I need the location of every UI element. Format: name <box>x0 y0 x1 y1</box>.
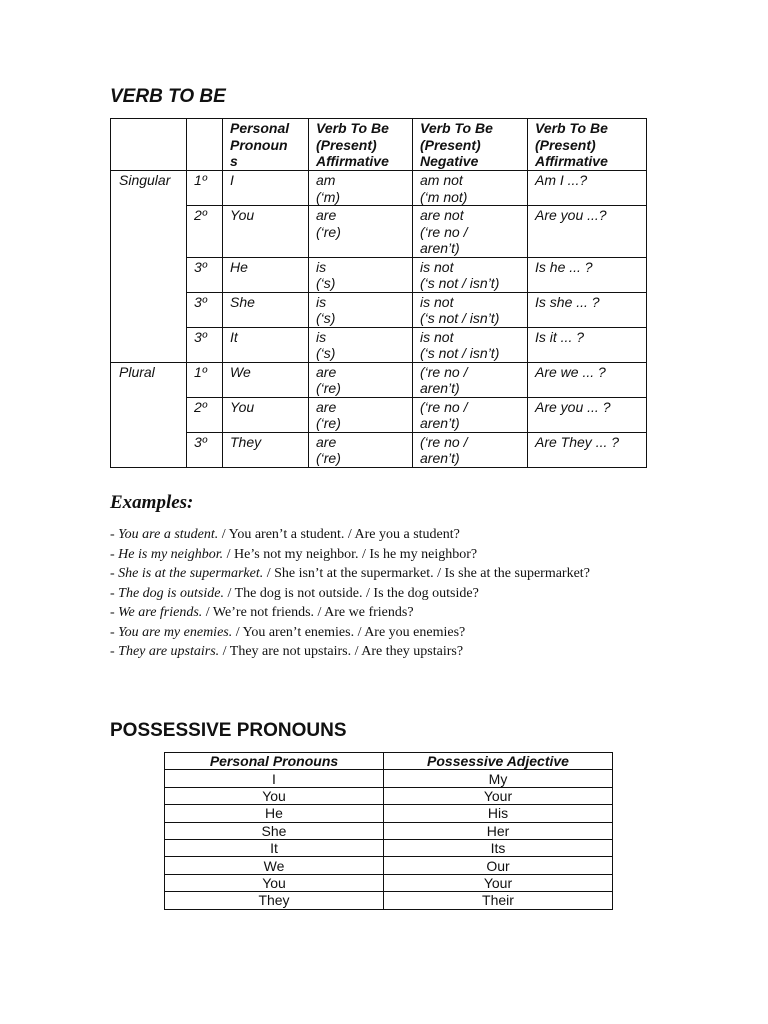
table-row <box>165 857 613 874</box>
header-line: Affirmative <box>316 153 389 169</box>
question-cell: Are They ... ? <box>528 432 647 467</box>
adjective-cell: Its <box>384 839 613 856</box>
example-prefix: - <box>110 644 119 659</box>
table-row <box>111 432 647 467</box>
header-line: Affirmative <box>535 153 608 169</box>
example-affirmative: We are friends. <box>118 605 203 620</box>
cell-line: am <box>316 172 336 188</box>
cell-line: aren’t) <box>420 450 460 466</box>
example-rest: / He’s not my neighbor. / Is he my neighbor? <box>223 546 478 562</box>
table-row <box>165 770 613 787</box>
example-rest: / We’re not friends. / Are we friends? <box>202 605 414 620</box>
example-prefix: - <box>110 624 119 640</box>
pronoun-cell: We <box>165 857 384 874</box>
header-interrogative <box>528 119 647 171</box>
cell-line: (‘re) <box>316 415 341 431</box>
pronoun-cell: You <box>223 206 309 258</box>
cell-line: (‘re no / <box>420 398 468 415</box>
cell-line: are <box>316 398 337 415</box>
person-cell: 2º <box>187 206 223 258</box>
table-row <box>165 822 613 839</box>
group-plural: Plural <box>111 362 187 467</box>
question-cell: Is she ... ? <box>528 292 647 327</box>
verb-table-header-row <box>111 119 647 171</box>
question-cell: Are we ... ? <box>528 362 647 397</box>
negative-cell <box>413 292 528 327</box>
example-prefix: - <box>110 605 119 620</box>
table-row <box>111 292 647 327</box>
pronoun-cell: She <box>165 822 384 839</box>
negative-cell <box>413 206 528 258</box>
example-affirmative: You are a student. <box>118 527 219 542</box>
example-line <box>110 564 610 584</box>
example-prefix: - <box>110 585 119 601</box>
cell-line: (‘s not / isn’t) <box>420 345 500 361</box>
header-cell-person <box>187 119 223 171</box>
cell-line: aren’t) <box>420 240 460 256</box>
pronoun-cell: He <box>165 805 384 822</box>
verb-to-be-title: VERB TO BE <box>110 86 226 107</box>
cell-line: (‘s) <box>316 275 336 291</box>
header-line: Verb To Be <box>316 120 389 136</box>
adjective-cell: Your <box>384 874 613 891</box>
example-prefix: - <box>110 527 119 542</box>
header-personal-pronouns: Personal Pronouns <box>165 753 384 770</box>
example-prefix: - <box>110 546 119 562</box>
table-row <box>111 327 647 362</box>
affirmative-cell <box>309 171 413 206</box>
table-row <box>165 787 613 804</box>
cell-line: (‘s) <box>316 310 336 326</box>
cell-line: is <box>316 258 327 275</box>
cell-line: is not <box>420 293 454 310</box>
question-cell: Are you ...? <box>528 206 647 258</box>
person-cell: 2º <box>187 397 223 432</box>
question-cell: Am I ...? <box>528 171 647 206</box>
possessive-table <box>164 752 613 910</box>
negative-cell <box>413 171 528 206</box>
example-line <box>110 623 610 643</box>
person-cell: 3º <box>187 432 223 467</box>
question-cell: Are you ... ? <box>528 397 647 432</box>
affirmative-cell <box>309 397 413 432</box>
example-affirmative: You are my enemies. <box>118 624 233 640</box>
examples-list <box>110 525 610 662</box>
cell-line: are <box>316 433 337 450</box>
example-affirmative: He is my neighbor. <box>118 546 224 562</box>
table-row <box>111 206 647 258</box>
pronoun-cell: You <box>165 874 384 891</box>
cell-line: are <box>316 363 337 380</box>
adjective-cell: Your <box>384 787 613 804</box>
question-cell: Is he ... ? <box>528 257 647 292</box>
cell-line: (‘s) <box>316 345 336 361</box>
header-line: Pronoun <box>230 136 288 153</box>
header-cell-number <box>111 119 187 171</box>
cell-line: (‘re) <box>316 450 341 466</box>
example-rest: / They are not upstairs. / Are they upstairs? <box>219 644 464 659</box>
adjective-cell: His <box>384 805 613 822</box>
examples-heading: Examples: <box>110 492 194 513</box>
pronoun-cell: They <box>223 432 309 467</box>
affirmative-cell <box>309 432 413 467</box>
table-row <box>165 839 613 856</box>
affirmative-cell <box>309 292 413 327</box>
affirmative-cell <box>309 362 413 397</box>
person-cell: 1º <box>187 171 223 206</box>
cell-line: is <box>316 293 327 310</box>
cell-line: are not <box>420 207 464 223</box>
header-line: (Present) <box>316 136 377 153</box>
header-affirmative <box>309 119 413 171</box>
header-line: (Present) <box>420 136 481 153</box>
pronoun-cell: He <box>223 257 309 292</box>
header-line: Verb To Be <box>535 120 608 136</box>
example-line <box>110 642 610 662</box>
header-line: Negative <box>420 153 479 169</box>
pronoun-cell: They <box>165 892 384 909</box>
table-row <box>111 257 647 292</box>
person-cell: 1º <box>187 362 223 397</box>
cell-line: aren’t) <box>420 415 460 431</box>
affirmative-cell <box>309 327 413 362</box>
adjective-cell: Her <box>384 822 613 839</box>
adjective-cell: Our <box>384 857 613 874</box>
group-singular: Singular <box>111 171 187 363</box>
pronoun-cell: I <box>165 770 384 787</box>
example-affirmative: The dog is outside. <box>118 585 224 601</box>
table-row <box>111 397 647 432</box>
example-rest: / She isn’t at the supermarket. / Is she at the supermarket? <box>263 566 590 581</box>
person-cell: 3º <box>187 292 223 327</box>
example-prefix: - <box>110 566 119 581</box>
possessive-header-row <box>165 753 613 770</box>
header-line: Verb To Be <box>420 120 493 136</box>
example-affirmative: She is at the supermarket. <box>118 566 264 581</box>
pronoun-cell: It <box>165 839 384 856</box>
pronoun-cell: It <box>223 327 309 362</box>
cell-line: are <box>316 207 337 223</box>
cell-line: is not <box>420 328 454 345</box>
example-rest: / The dog is not outside. / Is the dog outside? <box>223 585 479 601</box>
person-cell: 3º <box>187 327 223 362</box>
table-row <box>165 892 613 909</box>
cell-line: (‘re) <box>316 380 341 396</box>
cell-line: is not <box>420 258 454 275</box>
pronoun-cell: You <box>165 787 384 804</box>
cell-line: (‘s not / isn’t) <box>420 310 500 326</box>
table-row <box>165 805 613 822</box>
negative-cell <box>413 362 528 397</box>
negative-cell <box>413 327 528 362</box>
header-line: s <box>230 153 238 169</box>
example-affirmative: They are upstairs. <box>118 644 220 659</box>
example-rest: / You aren’t enemies. / Are you enemies? <box>232 624 466 640</box>
header-negative <box>413 119 528 171</box>
negative-cell <box>413 397 528 432</box>
negative-cell <box>413 257 528 292</box>
table-row <box>111 362 647 397</box>
cell-line: aren’t) <box>420 380 460 396</box>
question-cell: Is it ... ? <box>528 327 647 362</box>
cell-line: (‘re no / <box>420 363 468 380</box>
cell-line: (‘s not / isn’t) <box>420 275 500 291</box>
person-cell: 3º <box>187 257 223 292</box>
verb-to-be-table <box>110 118 647 468</box>
possessive-pronouns-title: POSSESSIVE PRONOUNS <box>110 720 347 741</box>
cell-line: is <box>316 328 327 345</box>
cell-line: (‘m) <box>316 188 341 205</box>
table-row <box>111 171 647 206</box>
cell-line: am not <box>420 172 463 188</box>
adjective-cell: My <box>384 770 613 787</box>
affirmative-cell <box>309 257 413 292</box>
example-rest: / You aren’t a student. / Are you a student? <box>218 527 460 542</box>
header-possessive-adjective: Possessive Adjective <box>384 753 613 770</box>
example-line <box>110 603 610 623</box>
pronoun-cell: She <box>223 292 309 327</box>
header-line: Personal <box>230 120 290 136</box>
negative-cell <box>413 432 528 467</box>
adjective-cell: Their <box>384 892 613 909</box>
cell-line: (‘re no / <box>420 433 468 450</box>
pronoun-cell: I <box>223 171 309 206</box>
example-line <box>110 584 610 604</box>
cell-line: (‘m not) <box>420 188 468 205</box>
cell-line: (‘re no / <box>420 223 468 240</box>
example-line <box>110 525 610 545</box>
header-personal-pronouns <box>223 119 309 171</box>
affirmative-cell <box>309 206 413 258</box>
pronoun-cell: You <box>223 397 309 432</box>
cell-line: (‘re) <box>316 223 341 240</box>
pronoun-cell: We <box>223 362 309 397</box>
header-line: (Present) <box>535 136 596 153</box>
table-row <box>165 874 613 891</box>
example-line <box>110 545 610 565</box>
